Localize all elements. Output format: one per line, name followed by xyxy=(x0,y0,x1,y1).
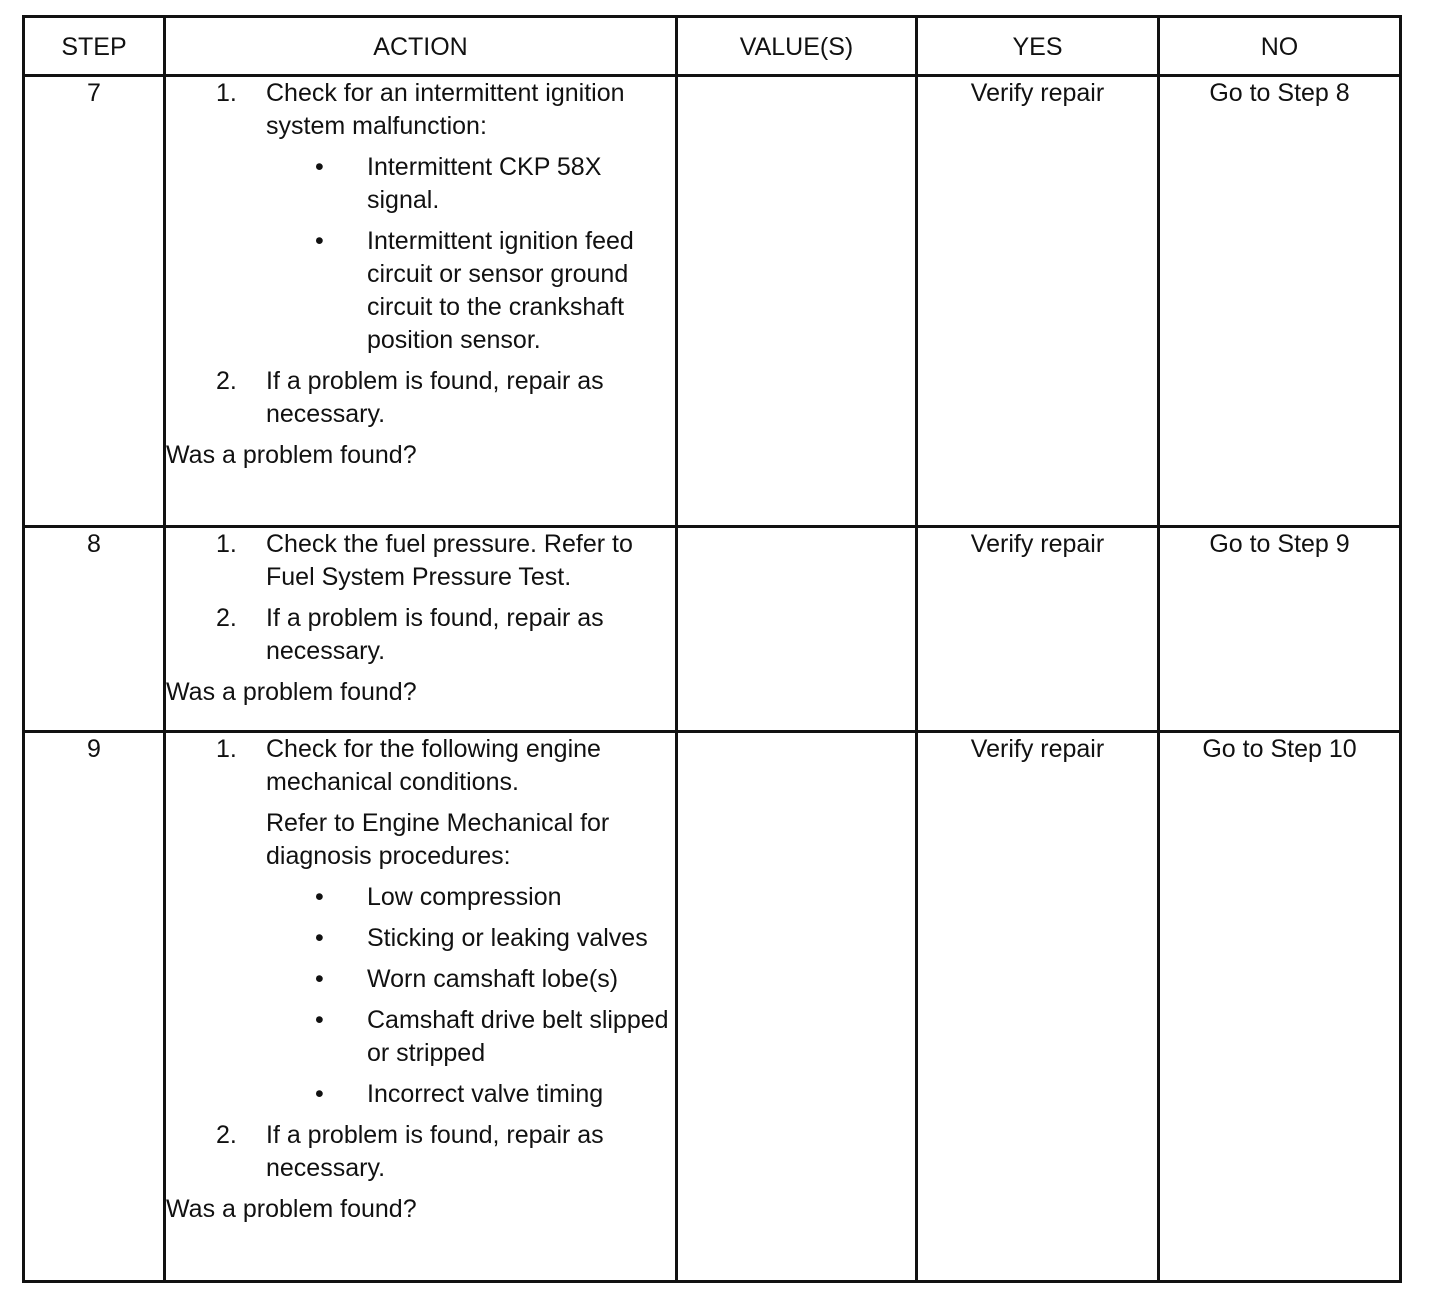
yes-cell: Verify repair xyxy=(917,732,1159,1282)
bullet-list xyxy=(266,881,675,1111)
bullet-icon: • xyxy=(315,1080,324,1108)
no-cell: Go to Step 8 xyxy=(1159,76,1401,527)
bullet-icon: • xyxy=(315,1006,324,1034)
action-item xyxy=(166,528,675,594)
diagnostic-table xyxy=(22,15,1402,1283)
header-yes: YES xyxy=(917,17,1159,76)
bullet-text: Sticking or leaking valves xyxy=(367,924,648,952)
bullet-text: Worn camshaft lobe(s) xyxy=(367,965,619,993)
action-item xyxy=(166,733,675,1111)
value-cell xyxy=(677,76,917,527)
action-item-text: Check for an intermittent ignition system malfunction: xyxy=(266,79,625,140)
action-item-number: 2. xyxy=(216,604,237,632)
action-cell xyxy=(165,732,677,1282)
bullet-item xyxy=(266,922,675,955)
action-item xyxy=(166,602,675,668)
action-item xyxy=(166,365,675,431)
action-item-text: Check the fuel pressure. Refer to Fuel System Pressure Test. xyxy=(266,530,633,591)
bullet-icon: • xyxy=(315,924,324,952)
bullet-icon: • xyxy=(315,227,324,255)
header-step: STEP xyxy=(24,17,165,76)
yes-cell: Verify repair xyxy=(917,76,1159,527)
bullet-item xyxy=(266,1004,675,1070)
action-list xyxy=(166,528,675,668)
question-text: Was a problem found? xyxy=(166,1195,417,1223)
action-item-text: If a problem is found, repair as necessary. xyxy=(266,604,604,665)
bullet-text: Low compression xyxy=(367,883,562,911)
header-action: ACTION xyxy=(165,17,677,76)
bullet-item xyxy=(266,151,675,217)
bullet-item xyxy=(266,881,675,914)
bullet-item xyxy=(266,963,675,996)
yes-cell: Verify repair xyxy=(917,527,1159,732)
bullet-icon: • xyxy=(315,153,324,181)
bullet-item xyxy=(266,1078,675,1111)
action-item-number: 2. xyxy=(216,1121,237,1149)
action-item xyxy=(166,1119,675,1185)
action-item-text: If a problem is found, repair as necessary. xyxy=(266,367,604,428)
bullet-item xyxy=(266,225,675,357)
action-item-subtext: Refer to Engine Mechanical for diagnosis procedures: xyxy=(266,809,610,870)
table-row-step-7 xyxy=(24,76,1401,527)
bullet-text: Intermittent CKP 58X signal. xyxy=(367,153,602,214)
table-row-step-8 xyxy=(24,527,1401,732)
no-cell: Go to Step 9 xyxy=(1159,527,1401,732)
header-row xyxy=(24,17,1401,76)
action-item-number: 1. xyxy=(216,735,237,763)
bullet-text: Incorrect valve timing xyxy=(367,1080,604,1108)
step-number: 9 xyxy=(24,732,165,1282)
no-cell: Go to Step 10 xyxy=(1159,732,1401,1282)
step-number: 8 xyxy=(24,527,165,732)
header-values: VALUE(S) xyxy=(677,17,917,76)
action-item-number: 1. xyxy=(216,530,237,558)
question-text: Was a problem found? xyxy=(166,678,417,706)
action-cell xyxy=(165,76,677,527)
action-item-text: If a problem is found, repair as necessary. xyxy=(266,1121,604,1182)
action-item-text: Check for the following engine mechanical conditions. xyxy=(266,735,601,796)
bullet-text: Camshaft drive belt slipped or stripped xyxy=(367,1006,669,1067)
action-cell xyxy=(165,527,677,732)
value-cell xyxy=(677,732,917,1282)
action-list xyxy=(166,733,675,1185)
value-cell xyxy=(677,527,917,732)
bullet-icon: • xyxy=(315,965,324,993)
bullet-list xyxy=(266,151,675,357)
table-row-step-9 xyxy=(24,732,1401,1282)
header-no: NO xyxy=(1159,17,1401,76)
question-text: Was a problem found? xyxy=(166,441,417,469)
bullet-text: Intermittent ignition feed circuit or sensor ground circuit to the crankshaft position sensor. xyxy=(367,227,634,354)
bullet-icon: • xyxy=(315,883,324,911)
action-list xyxy=(166,77,675,431)
action-item-number: 2. xyxy=(216,367,237,395)
action-item-number: 1. xyxy=(216,79,237,107)
action-item xyxy=(166,77,675,357)
step-number: 7 xyxy=(24,76,165,527)
